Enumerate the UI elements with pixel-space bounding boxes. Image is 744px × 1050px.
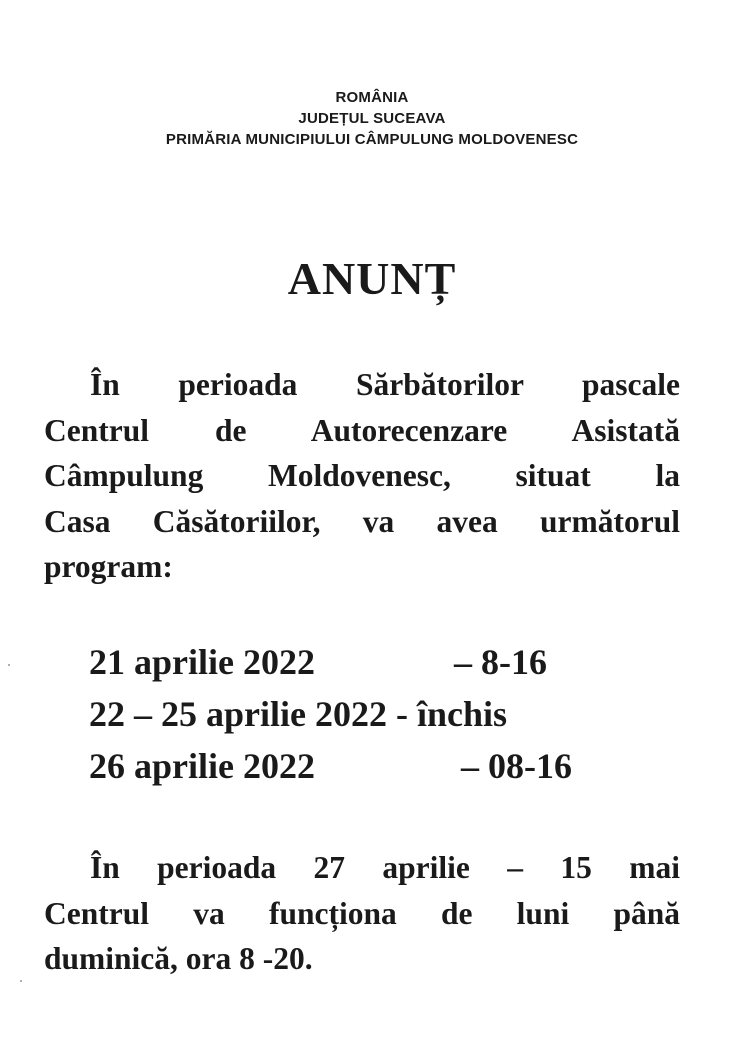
- paragraph-line: program:: [44, 549, 173, 584]
- schedule-hours: – 8-16: [454, 642, 547, 682]
- paragraph-line: Centrul va funcționa de luni până: [44, 895, 680, 931]
- paragraph-line: Câmpulung Moldovenesc, situat la: [44, 458, 680, 493]
- paragraph-line: Centrul de Autorecenzare Asistată: [44, 412, 680, 448]
- paragraph-line: Casa Căsătoriilor, va avea următorul: [44, 503, 680, 539]
- header-city-hall: PRIMĂRIA MUNICIPIULUI CÂMPULUNG MOLDOVENESC: [165, 131, 579, 148]
- paragraph-line: duminică, ora 8 -20.: [44, 941, 313, 976]
- header-country: ROMÂNIA: [335, 89, 409, 106]
- paragraph-line: În perioada 27 aprilie – 15 mai: [90, 850, 680, 885]
- scan-speck: [8, 664, 10, 666]
- schedule-hours: – 08-16: [461, 746, 572, 786]
- scan-speck: [20, 980, 22, 982]
- announcement-paragraph-2: [44, 845, 680, 982]
- paragraph-line: În perioada Sărbătorilor pascale: [90, 367, 680, 402]
- announcement-paragraph-1: [44, 362, 680, 590]
- schedule-date: 26 aprilie 2022: [89, 746, 315, 786]
- header-county: JUDEȚUL SUCEAVA: [298, 110, 446, 127]
- schedule-closed-period: 22 – 25 aprilie 2022 - închis: [89, 694, 508, 734]
- schedule-date: 21 aprilie 2022: [89, 642, 315, 682]
- announcement-title: ANUNȚ: [287, 253, 457, 304]
